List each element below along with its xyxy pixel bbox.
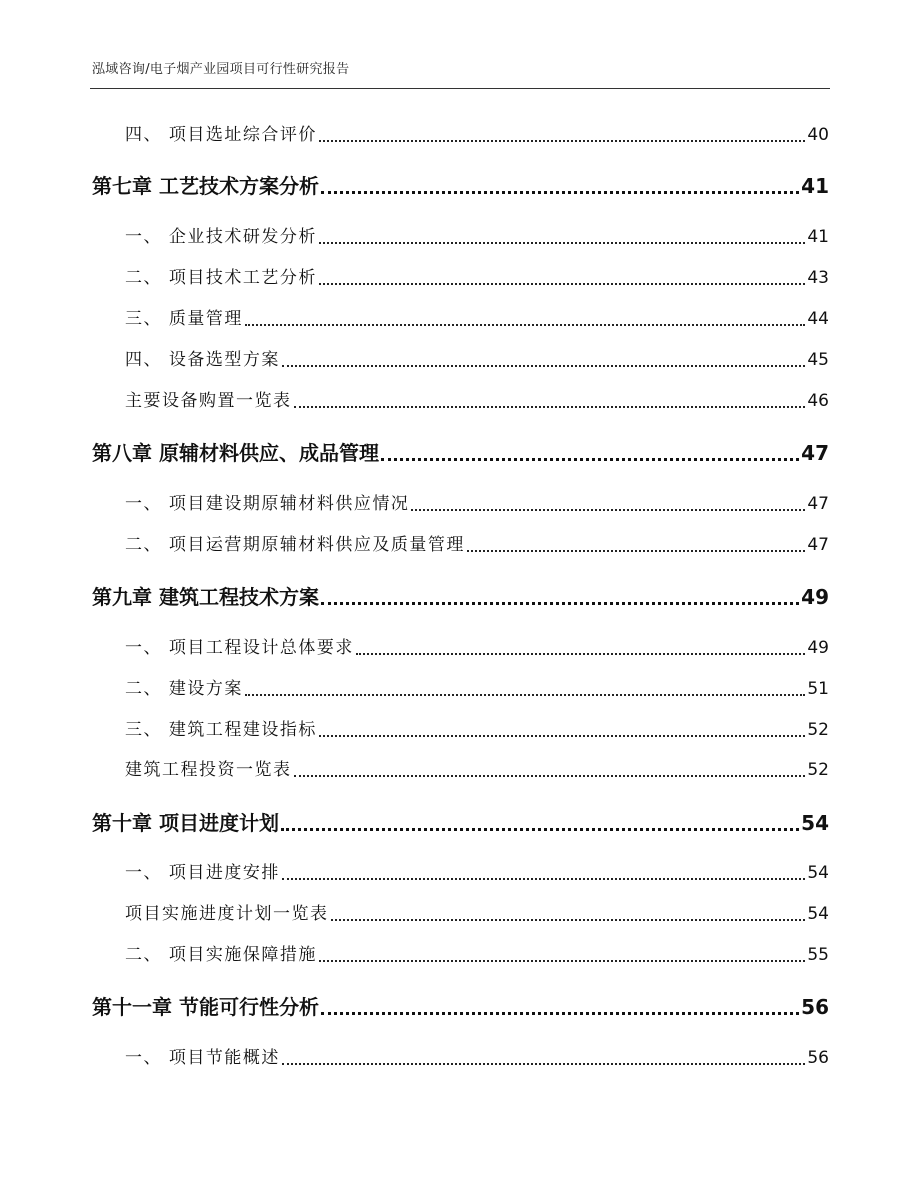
toc-dot-leader xyxy=(319,123,805,147)
toc-page-number: 47 xyxy=(801,441,829,465)
toc-page-number: 45 xyxy=(807,350,829,370)
toc-page-number: 47 xyxy=(807,494,829,514)
toc-entry[interactable] xyxy=(125,1046,829,1070)
toc-dot-leader xyxy=(321,173,799,199)
toc-entry-title: 主要设备购置一览表 xyxy=(125,391,292,411)
toc-entry[interactable] xyxy=(125,943,829,967)
toc-entry-title: 建筑工程投资一览表 xyxy=(125,760,292,780)
toc-dot-leader xyxy=(281,810,799,836)
toc-entry-title: 四、 项目选址综合评价 xyxy=(125,125,317,145)
toc-entry-title: 一、 项目工程设计总体要求 xyxy=(125,638,354,658)
toc-page-number: 54 xyxy=(801,811,829,835)
toc-dot-leader xyxy=(321,584,799,610)
toc-page-number: 51 xyxy=(807,679,829,699)
toc-dot-leader xyxy=(467,533,805,557)
toc-page-number: 40 xyxy=(807,125,829,145)
toc-entry[interactable] xyxy=(125,123,829,147)
toc-dot-leader xyxy=(245,677,805,701)
toc-dot-leader xyxy=(319,718,805,742)
toc-entry[interactable] xyxy=(125,902,829,926)
toc-entry[interactable] xyxy=(125,225,829,249)
toc-entry[interactable] xyxy=(125,389,829,413)
toc-entry-title: 二、 项目技术工艺分析 xyxy=(125,268,317,288)
toc-dot-leader xyxy=(245,307,805,331)
toc-page-number: 49 xyxy=(807,638,829,658)
toc-entry[interactable] xyxy=(125,348,829,372)
toc-entry[interactable] xyxy=(125,533,829,557)
toc-page-number: 43 xyxy=(807,268,829,288)
toc-dot-leader xyxy=(356,636,805,660)
toc-chapter-entry[interactable] xyxy=(92,584,829,610)
toc-entry[interactable] xyxy=(125,677,829,701)
toc-page-number: 52 xyxy=(807,760,829,780)
toc-chapter-title: 第十一章 节能可行性分析 xyxy=(92,995,319,1019)
toc-entry[interactable] xyxy=(125,636,829,660)
toc-entry-title: 项目实施进度计划一览表 xyxy=(125,904,329,924)
toc-dot-leader xyxy=(294,389,806,413)
running-header: 泓域咨询/电子烟产业园项目可行性研究报告 xyxy=(92,62,350,77)
toc-entry-title: 三、 建筑工程建设指标 xyxy=(125,720,317,740)
toc-entry-title: 一、 项目建设期原辅材料供应情况 xyxy=(125,494,410,514)
toc-dot-leader xyxy=(381,440,799,466)
toc-page-number: 52 xyxy=(807,720,829,740)
toc-entry-title: 二、 项目运营期原辅材料供应及质量管理 xyxy=(125,535,465,555)
toc-dot-leader xyxy=(321,994,799,1020)
toc-entry[interactable] xyxy=(125,266,829,290)
toc-chapter-entry[interactable] xyxy=(92,173,829,199)
toc-entry-title: 四、 设备选型方案 xyxy=(125,350,280,370)
toc-page-number: 54 xyxy=(807,904,829,924)
toc-dot-leader xyxy=(282,861,805,885)
toc-page-number: 54 xyxy=(807,863,829,883)
toc-dot-leader xyxy=(294,758,806,782)
toc-entry[interactable] xyxy=(125,718,829,742)
toc-chapter-title: 第八章 原辅材料供应、成品管理 xyxy=(92,441,379,465)
toc-chapter-entry[interactable] xyxy=(92,994,829,1020)
toc-page-number: 46 xyxy=(807,391,829,411)
toc-entry-title: 一、 企业技术研发分析 xyxy=(125,227,317,247)
toc-entry-title: 一、 项目节能概述 xyxy=(125,1048,280,1068)
toc-entry-title: 二、 项目实施保障措施 xyxy=(125,945,317,965)
toc-entry-title: 二、 建设方案 xyxy=(125,679,243,699)
toc-page-number: 44 xyxy=(807,309,829,329)
toc-page-number: 49 xyxy=(801,585,829,609)
toc-entry[interactable] xyxy=(125,307,829,331)
toc-entry[interactable] xyxy=(125,861,829,885)
toc-dot-leader xyxy=(319,943,805,967)
toc-page-number: 47 xyxy=(807,535,829,555)
toc-dot-leader xyxy=(411,492,805,516)
toc-chapter-title: 第九章 建筑工程技术方案 xyxy=(92,585,319,609)
toc-entry-title: 一、 项目进度安排 xyxy=(125,863,280,883)
toc-page-number: 41 xyxy=(801,174,829,198)
toc-dot-leader xyxy=(319,225,805,249)
toc-page-number: 55 xyxy=(807,945,829,965)
toc-dot-leader xyxy=(331,902,806,926)
toc-dot-leader xyxy=(319,266,805,290)
toc-chapter-title: 第七章 工艺技术方案分析 xyxy=(92,174,319,198)
toc-entry-title: 三、 质量管理 xyxy=(125,309,243,329)
toc-page-number: 56 xyxy=(801,995,829,1019)
toc-chapter-title: 第十章 项目进度计划 xyxy=(92,811,279,835)
toc-chapter-entry[interactable] xyxy=(92,810,829,836)
toc-chapter-entry[interactable] xyxy=(92,440,829,466)
toc-dot-leader xyxy=(282,1046,805,1070)
toc-entry[interactable] xyxy=(125,492,829,516)
toc-page-number: 56 xyxy=(807,1048,829,1068)
toc-page-number: 41 xyxy=(807,227,829,247)
toc-dot-leader xyxy=(282,348,805,372)
toc-entry[interactable] xyxy=(125,758,829,782)
